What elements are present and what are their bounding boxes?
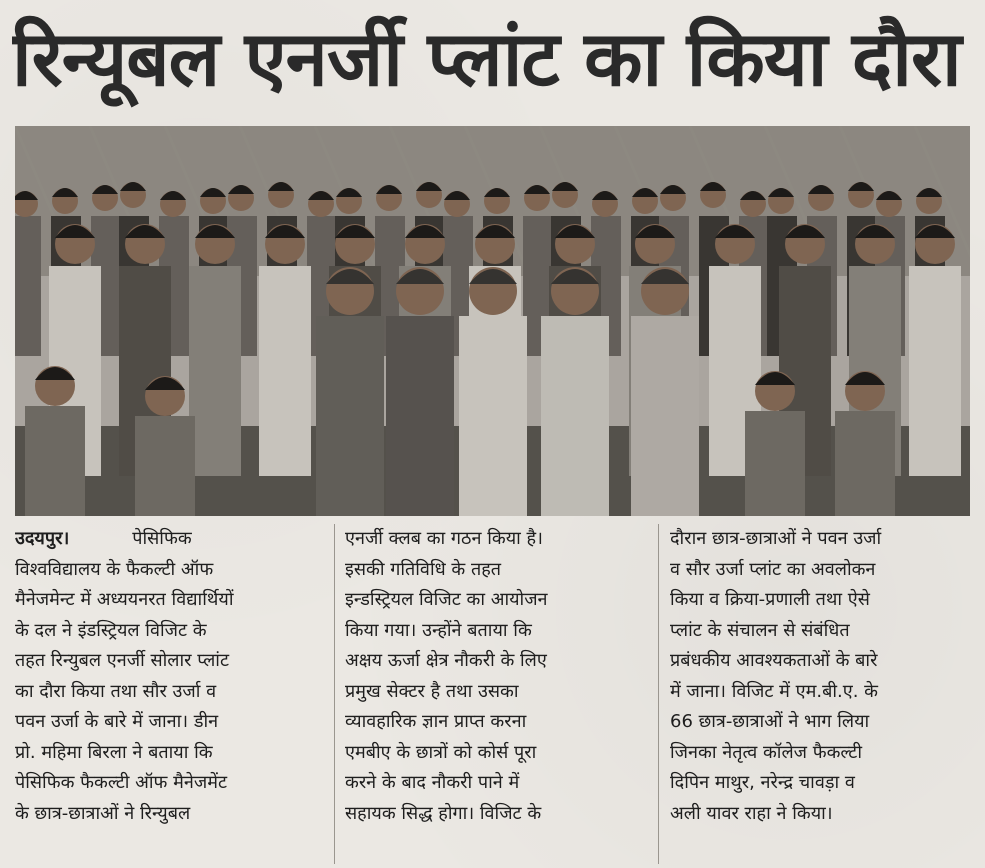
column-3-line: जिनका नेतृत्व कॉलेज फैकल्टी: [670, 741, 863, 763]
column-3-line: दिपिन माथुर, नरेन्द्र चावड़ा व: [670, 772, 855, 793]
article-body: [15, 524, 970, 864]
column-1-line: के छात्र-छात्राओं ने रिन्युबल: [15, 802, 191, 824]
column-3-line: में जाना। विजिट में एम.बी.ए. के: [670, 680, 878, 702]
column-2-line: किया गया। उन्होंने बताया कि: [345, 619, 532, 641]
group-photo: [15, 126, 970, 516]
column-3-line: दौरान छात्र-छात्राओं ने पवन उर्जा: [670, 528, 882, 549]
column-2-line: इसकी गतिविधि के तहत: [345, 558, 502, 580]
column-1-line: पवन उर्जा के बारे में जाना। डीन: [15, 711, 219, 732]
column-1-line-1-text: पेसिफिक: [132, 528, 192, 549]
column-2-line: करने के बाद नौकरी पाने में: [345, 772, 520, 793]
column-1-line: प्रो. महिमा बिरला ने बताया कि: [15, 741, 213, 763]
column-3-line: व सौर उर्जा प्लांट का अवलोकन: [670, 558, 876, 580]
column-1-line: मैनेजमेन्ट में अध्ययनरत विद्यार्थियों: [15, 589, 234, 610]
article-column-2: [345, 524, 645, 864]
column-3-line: 66 छात्र-छात्राओं ने भाग लिया: [670, 711, 870, 732]
article-column-3: [670, 524, 970, 864]
column-1-line: का दौरा किया तथा सौर उर्जा व: [15, 680, 217, 702]
dateline: उदयपुर।: [15, 528, 70, 549]
column-3-line: किया व क्रिया-प्रणाली तथा ऐसे: [670, 589, 870, 610]
photo-print-tone: [15, 126, 970, 516]
column-3-line: प्लांट के संचालन से संबंधित: [670, 619, 850, 641]
column-1-line: के दल ने इंडस्ट्रियल विजिट के: [15, 619, 207, 641]
article-column-1: [15, 524, 323, 864]
column-1-line: पेसिफिक फैकल्टी ऑफ मैनेजमेंट: [15, 772, 228, 793]
column-2-line: एनर्जी क्लब का गठन किया है।: [345, 528, 543, 549]
column-1-line-1: [15, 524, 323, 555]
column-2-line: सहायक सिद्ध होगा। विजिट के: [345, 802, 542, 824]
column-1-line: तहत रिन्युबल एनर्जी सोलार प्लांट: [15, 650, 230, 671]
column-2-line: प्रमुख सेक्टर है तथा उसका: [345, 680, 519, 702]
column-3-line: अली यावर राहा ने किया।: [670, 802, 833, 824]
group-photo-image: [15, 126, 970, 516]
column-2-line: अक्षय ऊर्जा क्षेत्र नौकरी के लिए: [345, 650, 547, 671]
column-2-line: व्यावहारिक ज्ञान प्राप्त करना: [345, 711, 527, 732]
column-divider: [658, 524, 659, 864]
column-1-line: विश्वविद्यालय के फैकल्टी ऑफ: [15, 558, 214, 580]
headline: रिन्यूबल एनर्जी प्लांट का किया दौरा: [12, 14, 961, 103]
column-divider: [334, 524, 335, 864]
column-2-line: इन्डस्ट्रियल विजिट का आयोजन: [345, 589, 548, 610]
column-2-line: एमबीए के छात्रों को कोर्स पूरा: [345, 741, 537, 763]
column-3-line: प्रबंधकीय आवश्यकताओं के बारे: [670, 650, 878, 671]
